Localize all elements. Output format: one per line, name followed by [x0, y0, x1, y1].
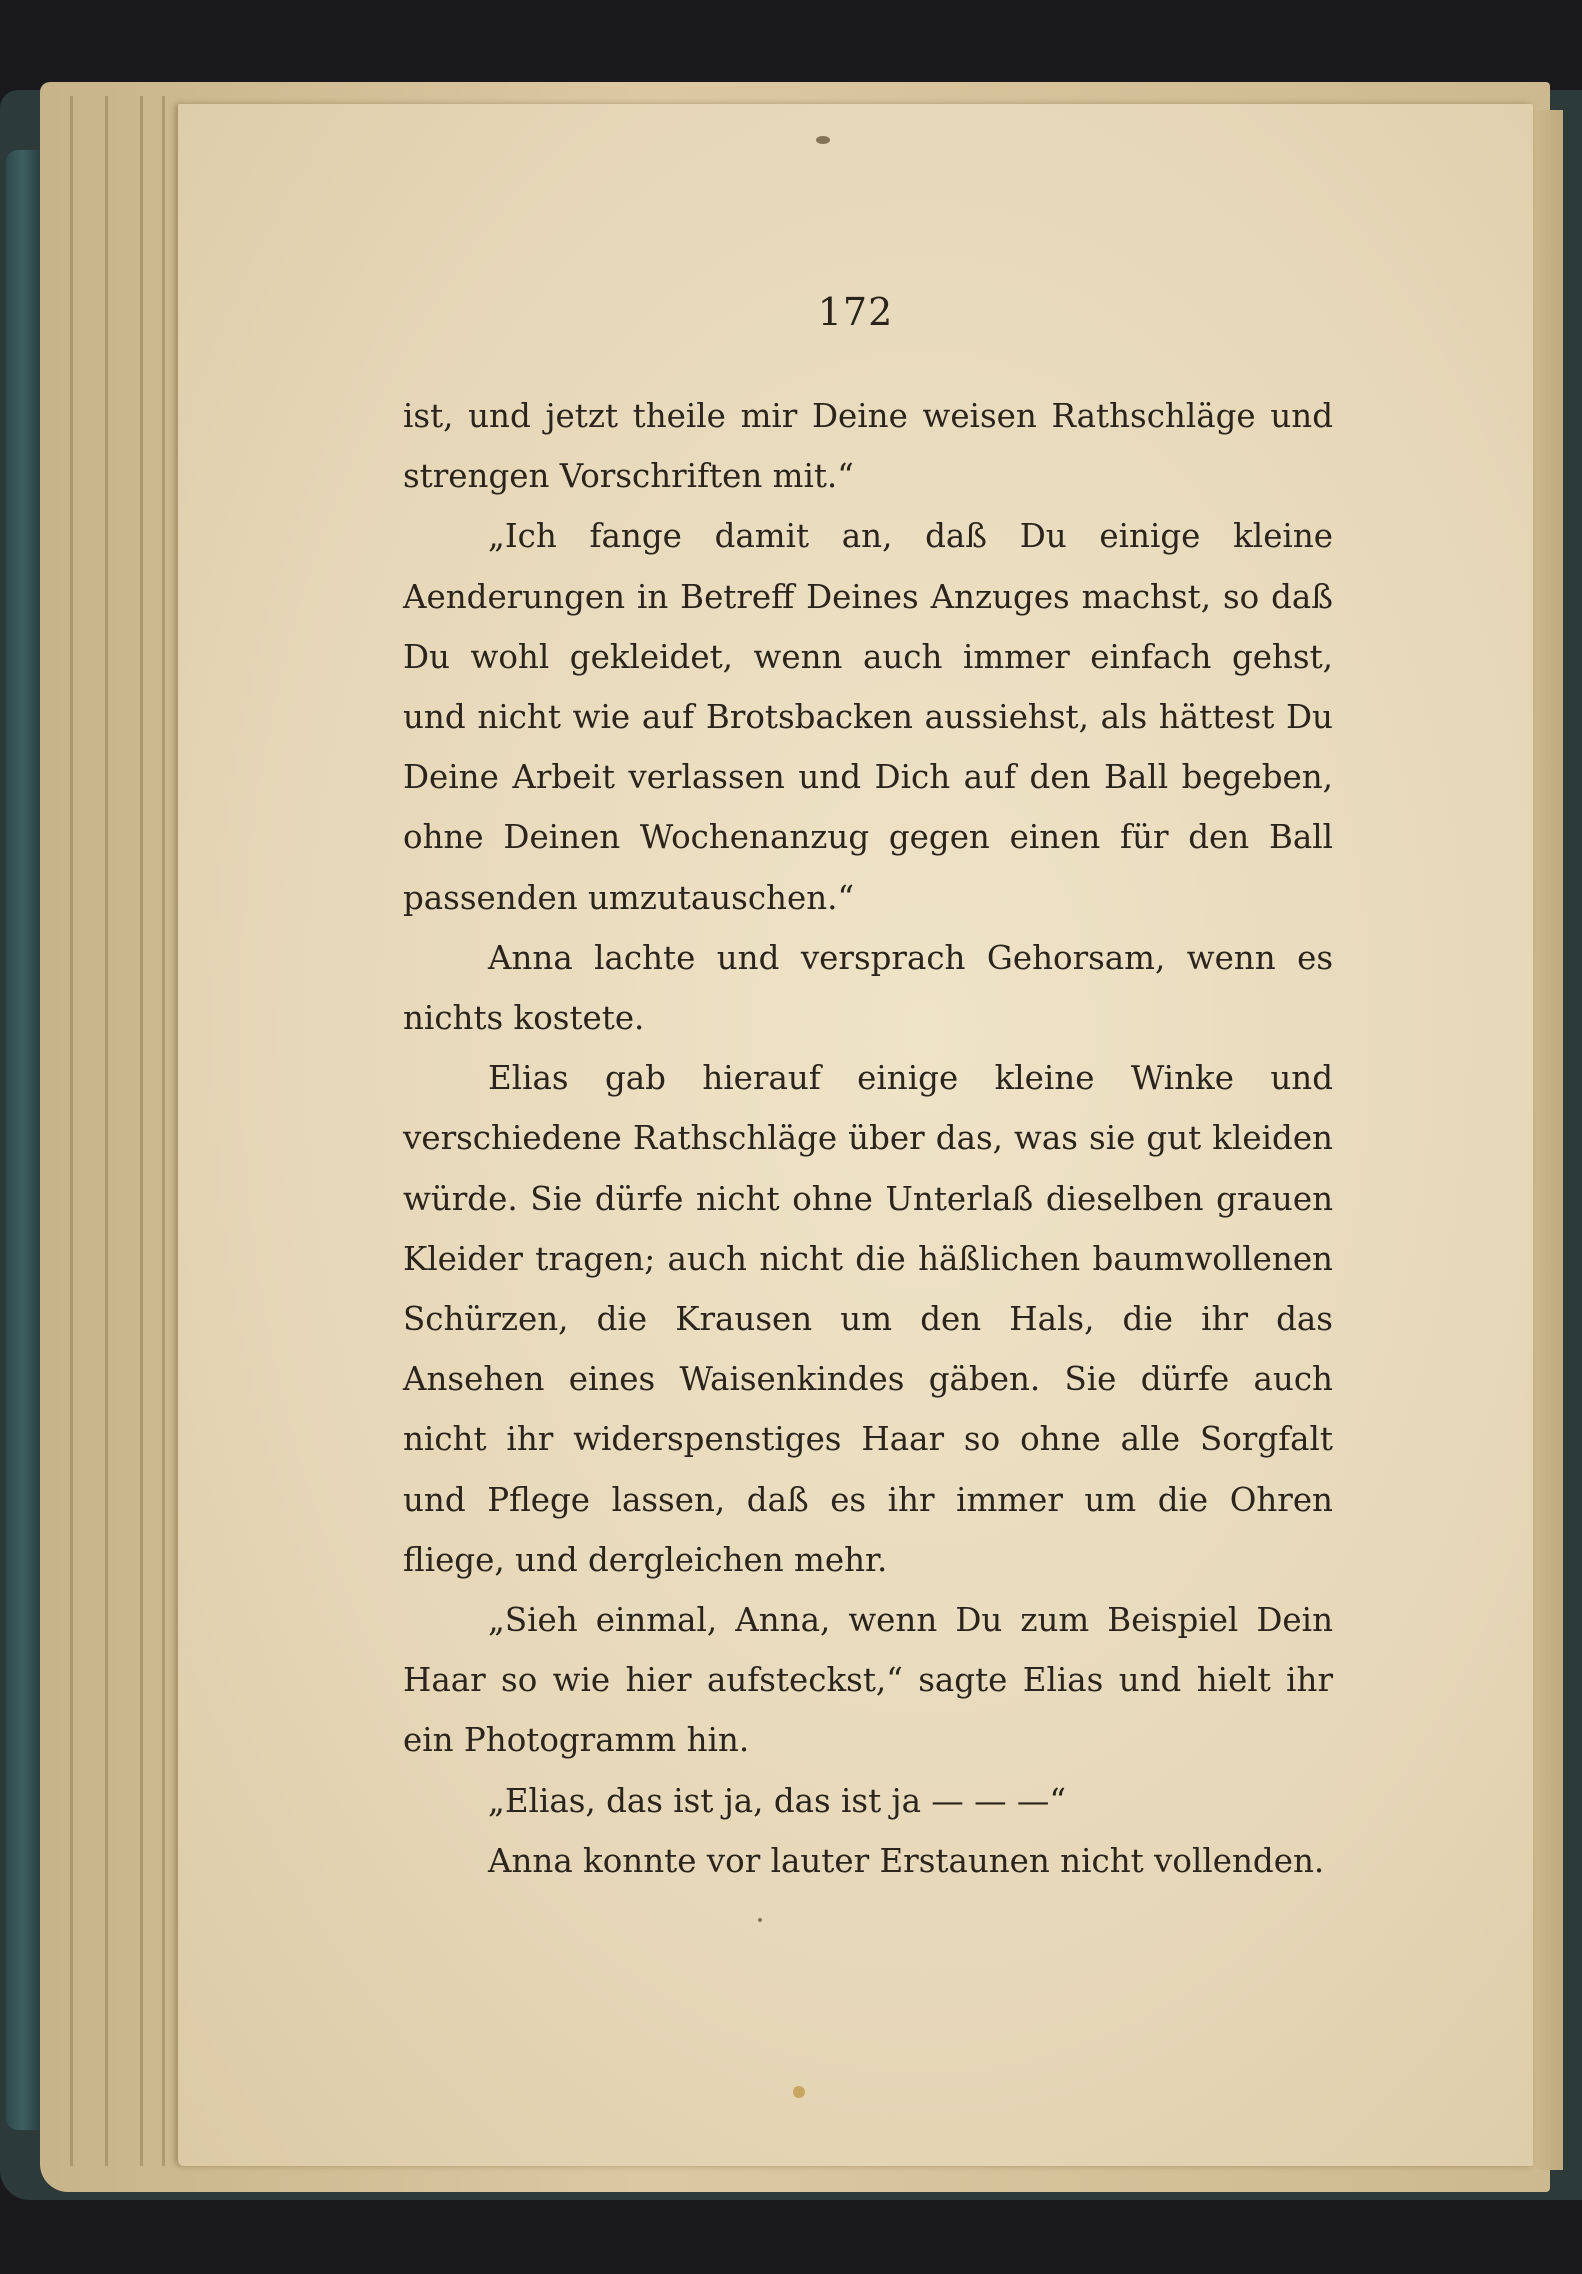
page-edge-line — [162, 96, 165, 2166]
paragraph: ist, und jetzt theile mir Deine weisen Rathschläge und strengen Vorschriften mit.“ — [403, 397, 1333, 496]
page-edge-line — [140, 96, 143, 2166]
paragraph: „Elias, das ist ja, das ist ja — — —“ — [488, 1781, 1067, 1820]
paragraph: „Sieh einmal, Anna, wenn Du zum Beispiel Dein Haar so wie hier aufsteckst,“ sagte Elias und hielt ihr ein Photogramm hin. — [403, 1601, 1333, 1760]
page-edge-line — [105, 96, 108, 2166]
book-page — [178, 104, 1533, 2166]
book-spine — [6, 150, 40, 2130]
paragraph: „Ich fange damit an, daß Du einige kleine Aenderungen in Betreff Deines Anzuges machst, so daß Du wohl gekleidet, wenn auch immer einfach gehst, und nicht wie auf Brotsbacken aussiehst, als hättest Du Deine Arbeit verlassen und Dich auf den Ball begeben, ohne Deinen Wochenanzug gegen einen für den Ball passenden umzutauschen.“ — [403, 517, 1333, 917]
page-number: 172 — [817, 290, 894, 334]
page-edge-line — [70, 96, 73, 2166]
paper-speck — [793, 2086, 805, 2098]
paragraph: Anna konnte vor lauter Erstaunen nicht vollenden. — [488, 1841, 1325, 1880]
next-page-edge — [1533, 110, 1563, 2170]
paragraph: Elias gab hierauf einige kleine Winke und verschiedene Rathschläge über das, was sie gut kleiden würde. Sie dürfe nicht ohne Unterlaß dieselben grauen Kleider tragen; auch nicht die häßlichen baumwollenen Schürzen, die Krausen um den Hals, die ihr das Ansehen eines Waisenkindes gäben. Sie dürfe auch nicht ihr widerspenstiges Haar so ohne alle Sorgfalt und Pflege lassen, daß es ihr immer um die Ohren fliege, und dergleichen mehr. — [403, 1059, 1333, 1579]
paper-speck — [816, 136, 830, 144]
page-body-text — [403, 386, 1333, 1891]
paper-speck — [758, 1918, 762, 1922]
paragraph: Anna lachte und versprach Gehorsam, wenn es nichts kostete. — [403, 938, 1333, 1038]
